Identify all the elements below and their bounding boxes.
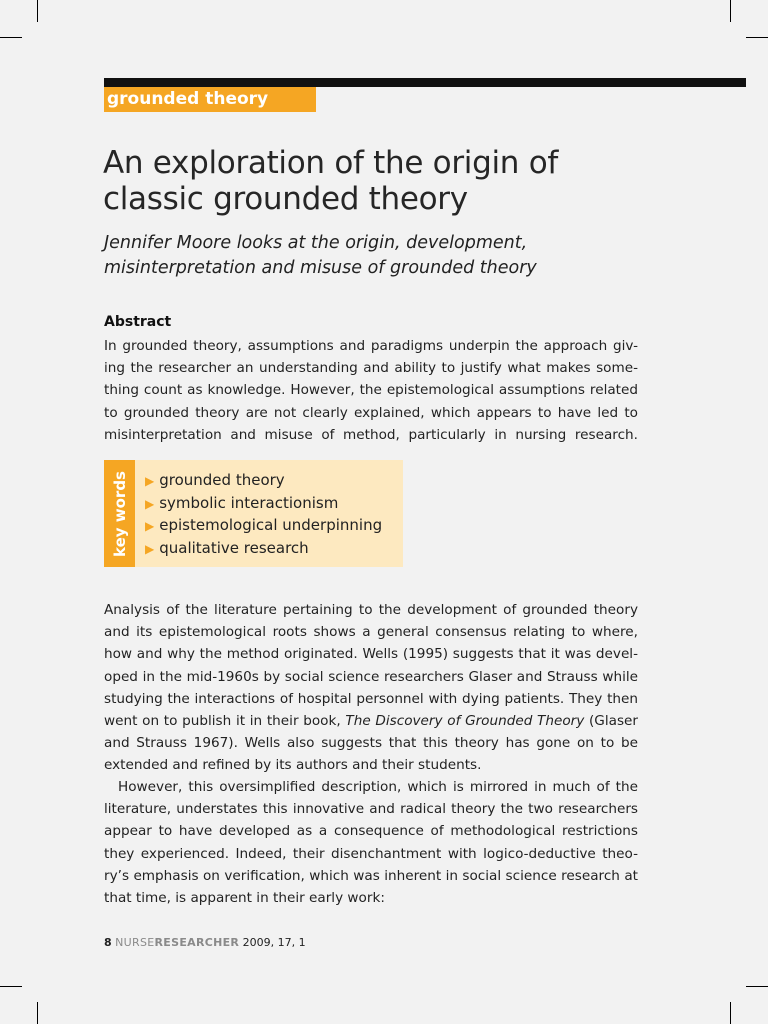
title-line: classic grounded theory xyxy=(103,181,468,217)
body-line xyxy=(104,710,638,732)
key-word-text: symbolic interactionism xyxy=(159,493,339,512)
journal-citation: 2009, 17, 1 xyxy=(239,936,306,949)
abstract-heading: Abstract xyxy=(104,314,172,330)
page-number: 8 xyxy=(104,936,112,949)
abstract-text xyxy=(104,335,638,446)
key-words-box xyxy=(104,460,403,567)
crop-mark xyxy=(0,37,22,38)
abstract-line: misinterpretation and misuse of method, particularly in nursing research. xyxy=(104,426,638,443)
article-title xyxy=(103,145,663,217)
journal-name-part: RESEARCHER xyxy=(154,936,240,949)
body-line: and its epistemological roots shows a general consensus relating to where, xyxy=(104,624,638,641)
body-text: went on to publish it in their book, xyxy=(104,713,346,730)
title-line: An exploration of the origin of xyxy=(103,145,558,181)
abstract-line: ing the researcher an understanding and ability to justify what makes some- xyxy=(104,360,638,377)
standfirst-line: Jennifer Moore looks at the origin, development, xyxy=(104,233,528,253)
book-title: The Discovery of Grounded Theory xyxy=(345,713,585,730)
body-line: literature, understates this innovative and radical theory the two researchers xyxy=(104,801,638,818)
body-line: appear to have developed as a consequence of methodological restrictions xyxy=(104,823,638,840)
section-tag: grounded theory xyxy=(104,87,316,112)
crop-mark xyxy=(746,986,768,987)
key-word-text: epistemological underpinning xyxy=(159,516,383,535)
body-text: (Glaser xyxy=(584,713,638,730)
key-word-item xyxy=(145,493,382,516)
key-word-text: grounded theory xyxy=(159,471,285,489)
header-rule xyxy=(104,78,746,87)
crop-mark xyxy=(730,0,731,22)
body-line: extended and refined by its authors and their students. xyxy=(104,757,482,774)
body-line: that time, is apparent in their early work: xyxy=(104,890,385,907)
triangle-right-icon: ▶ xyxy=(145,542,155,557)
body-paragraph-1 xyxy=(104,599,638,777)
body-line: how and why the method originated. Wells (1995) suggests that it was devel- xyxy=(104,646,638,663)
body-line: oped in the mid-1960s by social science researchers Glaser and Strauss while xyxy=(104,668,638,685)
body-line: However, this oversimplified description, which is mirrored in much of the xyxy=(118,779,638,795)
key-word-text: qualitative research xyxy=(159,539,309,558)
crop-mark xyxy=(0,986,22,987)
abstract-line: In grounded theory, assumptions and paradigms underpin the approach giv- xyxy=(104,338,638,354)
key-words-label: key words xyxy=(110,470,129,557)
page-footer xyxy=(104,936,306,949)
key-word-item xyxy=(145,538,382,561)
triangle-right-icon: ▶ xyxy=(145,519,155,534)
article-standfirst xyxy=(104,231,664,281)
triangle-right-icon: ▶ xyxy=(145,474,155,488)
body-paragraph-2 xyxy=(104,776,638,909)
body-line: and Strauss 1967). Wells also suggests that this theory has gone on to be xyxy=(104,735,638,752)
body-line: they experienced. Indeed, their disenchantment with logico-deductive theo- xyxy=(104,845,638,862)
body-line: ry’s emphasis on verification, which was inherent in social science research at xyxy=(104,867,638,884)
crop-mark xyxy=(746,37,768,38)
crop-mark xyxy=(730,1002,731,1024)
body-line: Analysis of the literature pertaining to the development of grounded theory xyxy=(104,602,638,618)
key-words-label-bar xyxy=(104,460,135,567)
key-word-item xyxy=(145,515,382,538)
standfirst-line: misinterpretation and misuse of grounded theory xyxy=(104,258,537,278)
key-word-item xyxy=(145,470,382,493)
body-line: studying the interactions of hospital personnel with dying patients. They then xyxy=(104,690,638,707)
abstract-line: thing count as knowledge. However, the epistemological assumptions related xyxy=(104,382,638,399)
crop-mark xyxy=(37,0,38,22)
journal-name-part: NURSE xyxy=(115,936,155,949)
crop-mark xyxy=(37,1002,38,1024)
key-words-list xyxy=(145,470,382,561)
abstract-line: to grounded theory are not clearly explained, which appears to have led to xyxy=(104,404,638,421)
triangle-right-icon: ▶ xyxy=(145,496,155,511)
